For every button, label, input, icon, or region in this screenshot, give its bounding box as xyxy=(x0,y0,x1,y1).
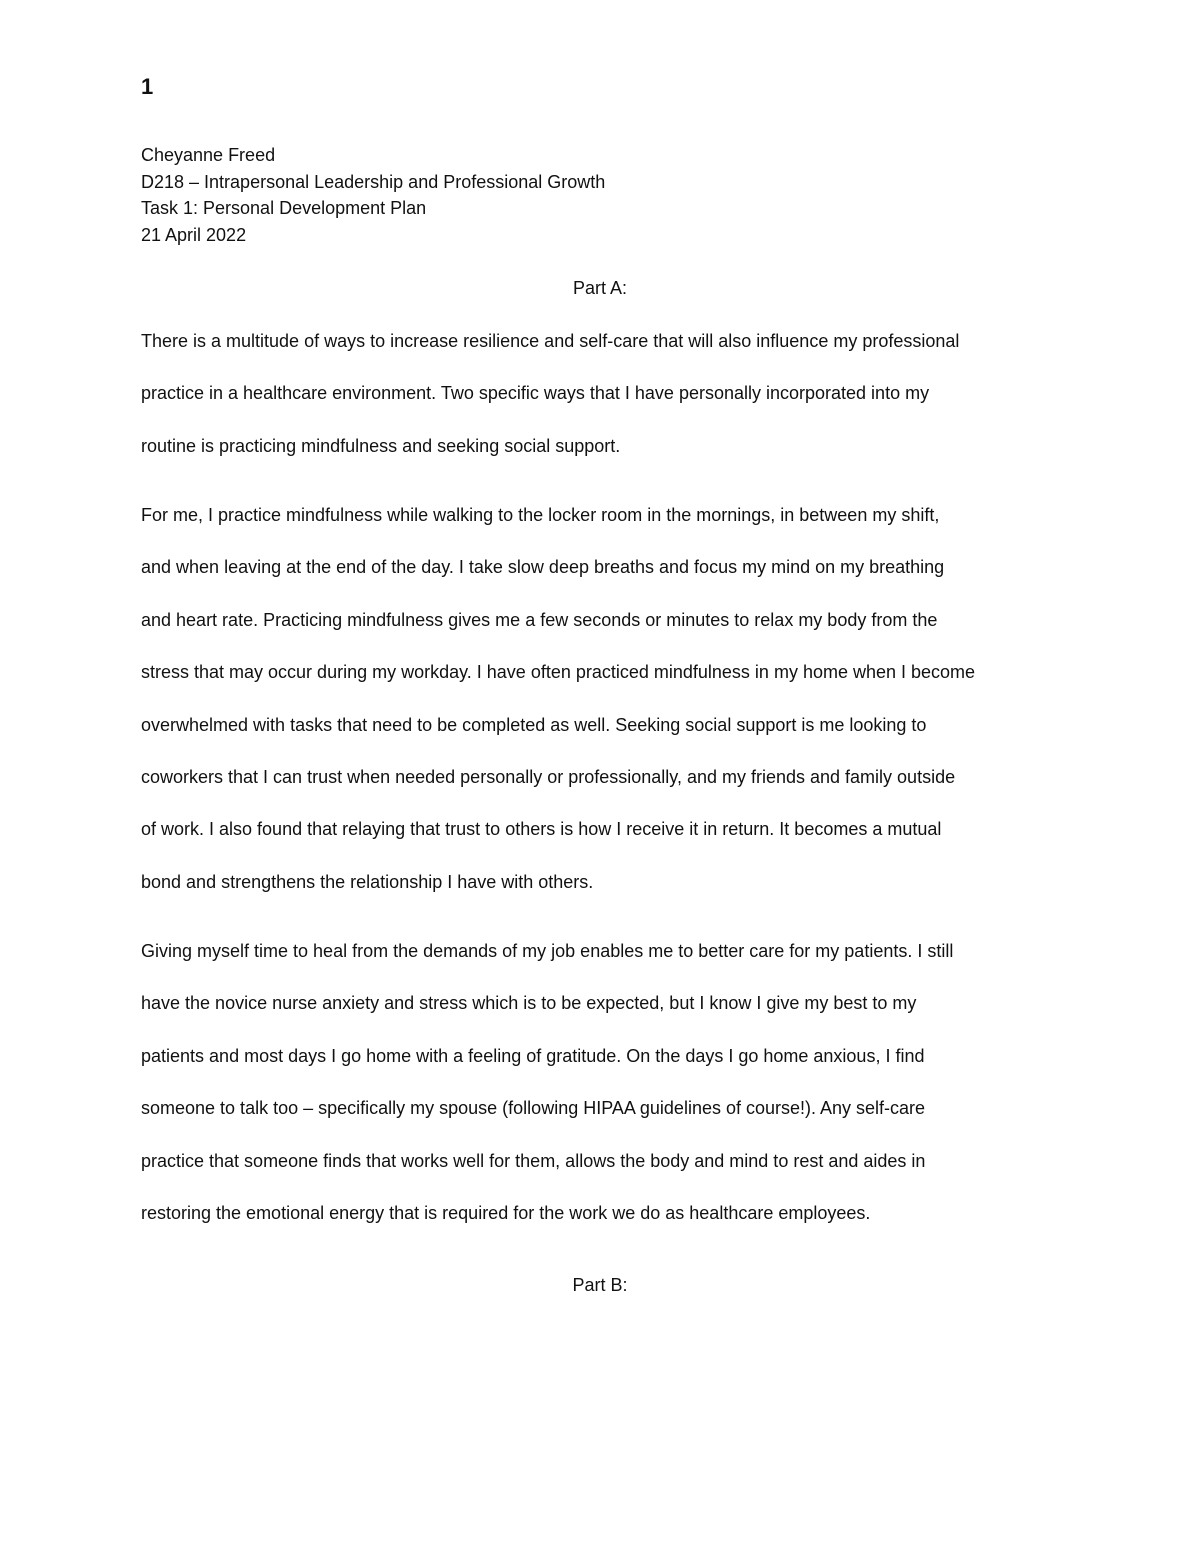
paragraph-line: and when leaving at the end of the day. I take slow deep breaths and focus my mind on my breathing xyxy=(141,557,945,578)
paragraph-line: Giving myself time to heal from the demands of my job enables me to better care for my patients. I still xyxy=(141,941,954,961)
paragraph-line: For me, I practice mindfulness while walking to the locker room in the mornings, in between my shift, xyxy=(141,505,940,525)
paragraph-line: routine is practicing mindfulness and seeking social support. xyxy=(141,435,621,456)
paragraph-line: practice in a healthcare environment. Two specific ways that I have personally incorporated into my xyxy=(141,383,930,404)
paragraph-line: someone to talk too – specifically my spouse (following HIPAA guidelines of course!). Any self-care xyxy=(141,1098,926,1119)
document-header xyxy=(141,142,1041,248)
paragraph-line: practice that someone finds that works well for them, allows the body and mind to rest and aides in xyxy=(141,1150,926,1171)
paragraph xyxy=(141,502,1101,921)
paragraph xyxy=(141,938,1101,1252)
paragraph xyxy=(141,328,1101,485)
paragraph-line: bond and strengthens the relationship I have with others. xyxy=(141,871,594,892)
page-number: 1 xyxy=(141,74,154,99)
section-heading-part-b: Part B: xyxy=(572,1275,628,1295)
paragraph-line: restoring the emotional energy that is required for the work we do as healthcare employees. xyxy=(141,1202,871,1223)
paragraph-line: of work. I also found that relaying that trust to others is how I receive it in return. It becomes a mutual xyxy=(141,819,942,840)
paragraph-line: patients and most days I go home with a feeling of gratitude. On the days I go home anxious, I find xyxy=(141,1045,925,1066)
paragraph-line: have the novice nurse anxiety and stress which is to be expected, but I know I give my best to my xyxy=(141,993,917,1014)
task-title: Task 1: Personal Development Plan xyxy=(141,198,427,218)
paragraph-line: coworkers that I can trust when needed personally or professionally, and my friends and family outside xyxy=(141,766,956,787)
document-date: 21 April 2022 xyxy=(141,224,247,245)
course-title: D218 – Intrapersonal Leadership and Professional Growth xyxy=(141,171,606,192)
paragraph-line: stress that may occur during my workday. I have often practiced mindfulness in my home when I become xyxy=(141,662,976,683)
paragraph-line: There is a multitude of ways to increase resilience and self-care that will also influence my professional xyxy=(141,331,960,351)
author-name: Cheyanne Freed xyxy=(141,145,276,165)
paragraph-line: and heart rate. Practicing mindfulness gives me a few seconds or minutes to relax my body from the xyxy=(141,609,938,630)
paragraph-line: overwhelmed with tasks that need to be completed as well. Seeking social support is me looking to xyxy=(141,714,927,735)
section-heading-part-a: Part A: xyxy=(572,278,628,298)
